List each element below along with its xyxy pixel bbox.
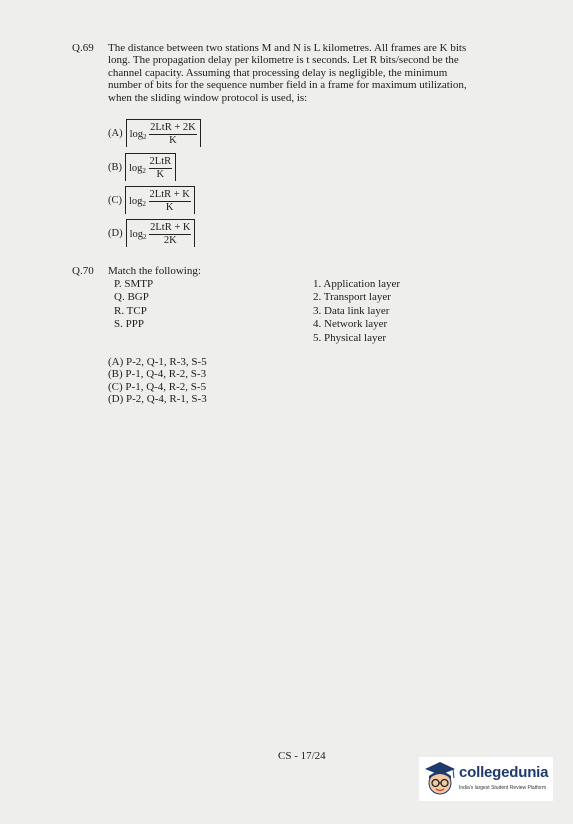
- q69-option-d: [108, 219, 195, 247]
- q70-option: (A) P-2, Q-1, R-3, S-5: [108, 356, 207, 368]
- log-text: log: [129, 195, 143, 207]
- q69-line: The distance between two stations M and N is L kilometres. All frames are K bits: [108, 42, 467, 54]
- log-text: log: [129, 228, 143, 240]
- option-label: (C): [108, 194, 122, 206]
- ceiling-bracket: [126, 119, 201, 147]
- numerator: 2LtR: [149, 156, 172, 167]
- q69-option-b: [108, 153, 176, 181]
- numerator: 2LtR + K: [149, 189, 190, 200]
- q70-left-column: [114, 278, 153, 331]
- option-label: (D): [108, 227, 123, 239]
- option-label: (B): [108, 161, 122, 173]
- match-left-item: S. PPP: [114, 318, 144, 331]
- q70-right-column: [313, 278, 400, 344]
- denominator: K: [156, 169, 165, 180]
- ceiling-bracket: [125, 186, 195, 214]
- log-base: 2: [143, 232, 147, 241]
- log-base: 2: [143, 132, 147, 141]
- match-right-item: 3. Data link layer: [313, 304, 390, 317]
- q69-text: [108, 42, 467, 104]
- match-right-item: 1. Application layer: [313, 278, 401, 290]
- option-label: (A): [108, 127, 123, 139]
- fraction: [149, 156, 173, 181]
- match-right-item: 4. Network layer: [313, 318, 388, 331]
- fraction: [149, 222, 191, 247]
- collegedunia-logo: [419, 757, 553, 801]
- q69-line: number of bits for the sequence number field in a frame for maximum utilization,: [108, 79, 467, 92]
- numerator: 2LtR + 2K: [150, 122, 196, 133]
- q69-line: when the sliding window protocol is used, is:: [108, 91, 308, 104]
- q70-option: (D) P-2, Q-4, R-1, S-3: [108, 393, 207, 406]
- q70-option: (B) P-1, Q-4, R-2, S-3: [108, 368, 207, 381]
- denominator: 2K: [163, 235, 177, 246]
- fraction: [149, 189, 191, 214]
- q70-option: (C) P-1, Q-4, R-2, S-5: [108, 380, 207, 393]
- log-text: log: [129, 162, 143, 174]
- log-base: 2: [142, 199, 146, 208]
- match-right-item: 5. Physical layer: [313, 331, 387, 344]
- ceiling-bracket: [125, 153, 176, 181]
- match-left-item: Q. BGP: [114, 291, 149, 304]
- page-number: CS - 17/24: [278, 750, 326, 762]
- q70-intro: Match the following:: [108, 265, 201, 277]
- q69-line: long. The propagation delay per kilometre is t seconds. Let R bits/second be the: [108, 54, 459, 67]
- match-left-item: P. SMTP: [114, 278, 154, 290]
- fraction: [149, 122, 197, 147]
- student-mascot-icon: [421, 759, 459, 799]
- q69-option-a: [108, 119, 201, 147]
- q70-number: Q.70: [72, 265, 94, 277]
- match-right-item: 2. Transport layer: [313, 291, 391, 304]
- denominator: K: [169, 135, 177, 146]
- numerator: 2LtR + K: [150, 222, 191, 233]
- q69-number: Q.69: [72, 42, 94, 54]
- log-base: 2: [142, 166, 146, 175]
- log-text: log: [129, 128, 143, 140]
- denominator: K: [165, 202, 174, 213]
- q70-options: [108, 356, 207, 406]
- q69-option-c: [108, 186, 195, 214]
- q69-line: channel capacity. Assuming that processing delay is negligible, the minimum: [108, 66, 448, 79]
- ceiling-bracket: [126, 219, 196, 247]
- logo-brand-text: collegedunia: [459, 764, 549, 781]
- logo-tagline: India's largest Student Review Platform: [459, 785, 547, 791]
- match-left-item: R. TCP: [114, 304, 147, 317]
